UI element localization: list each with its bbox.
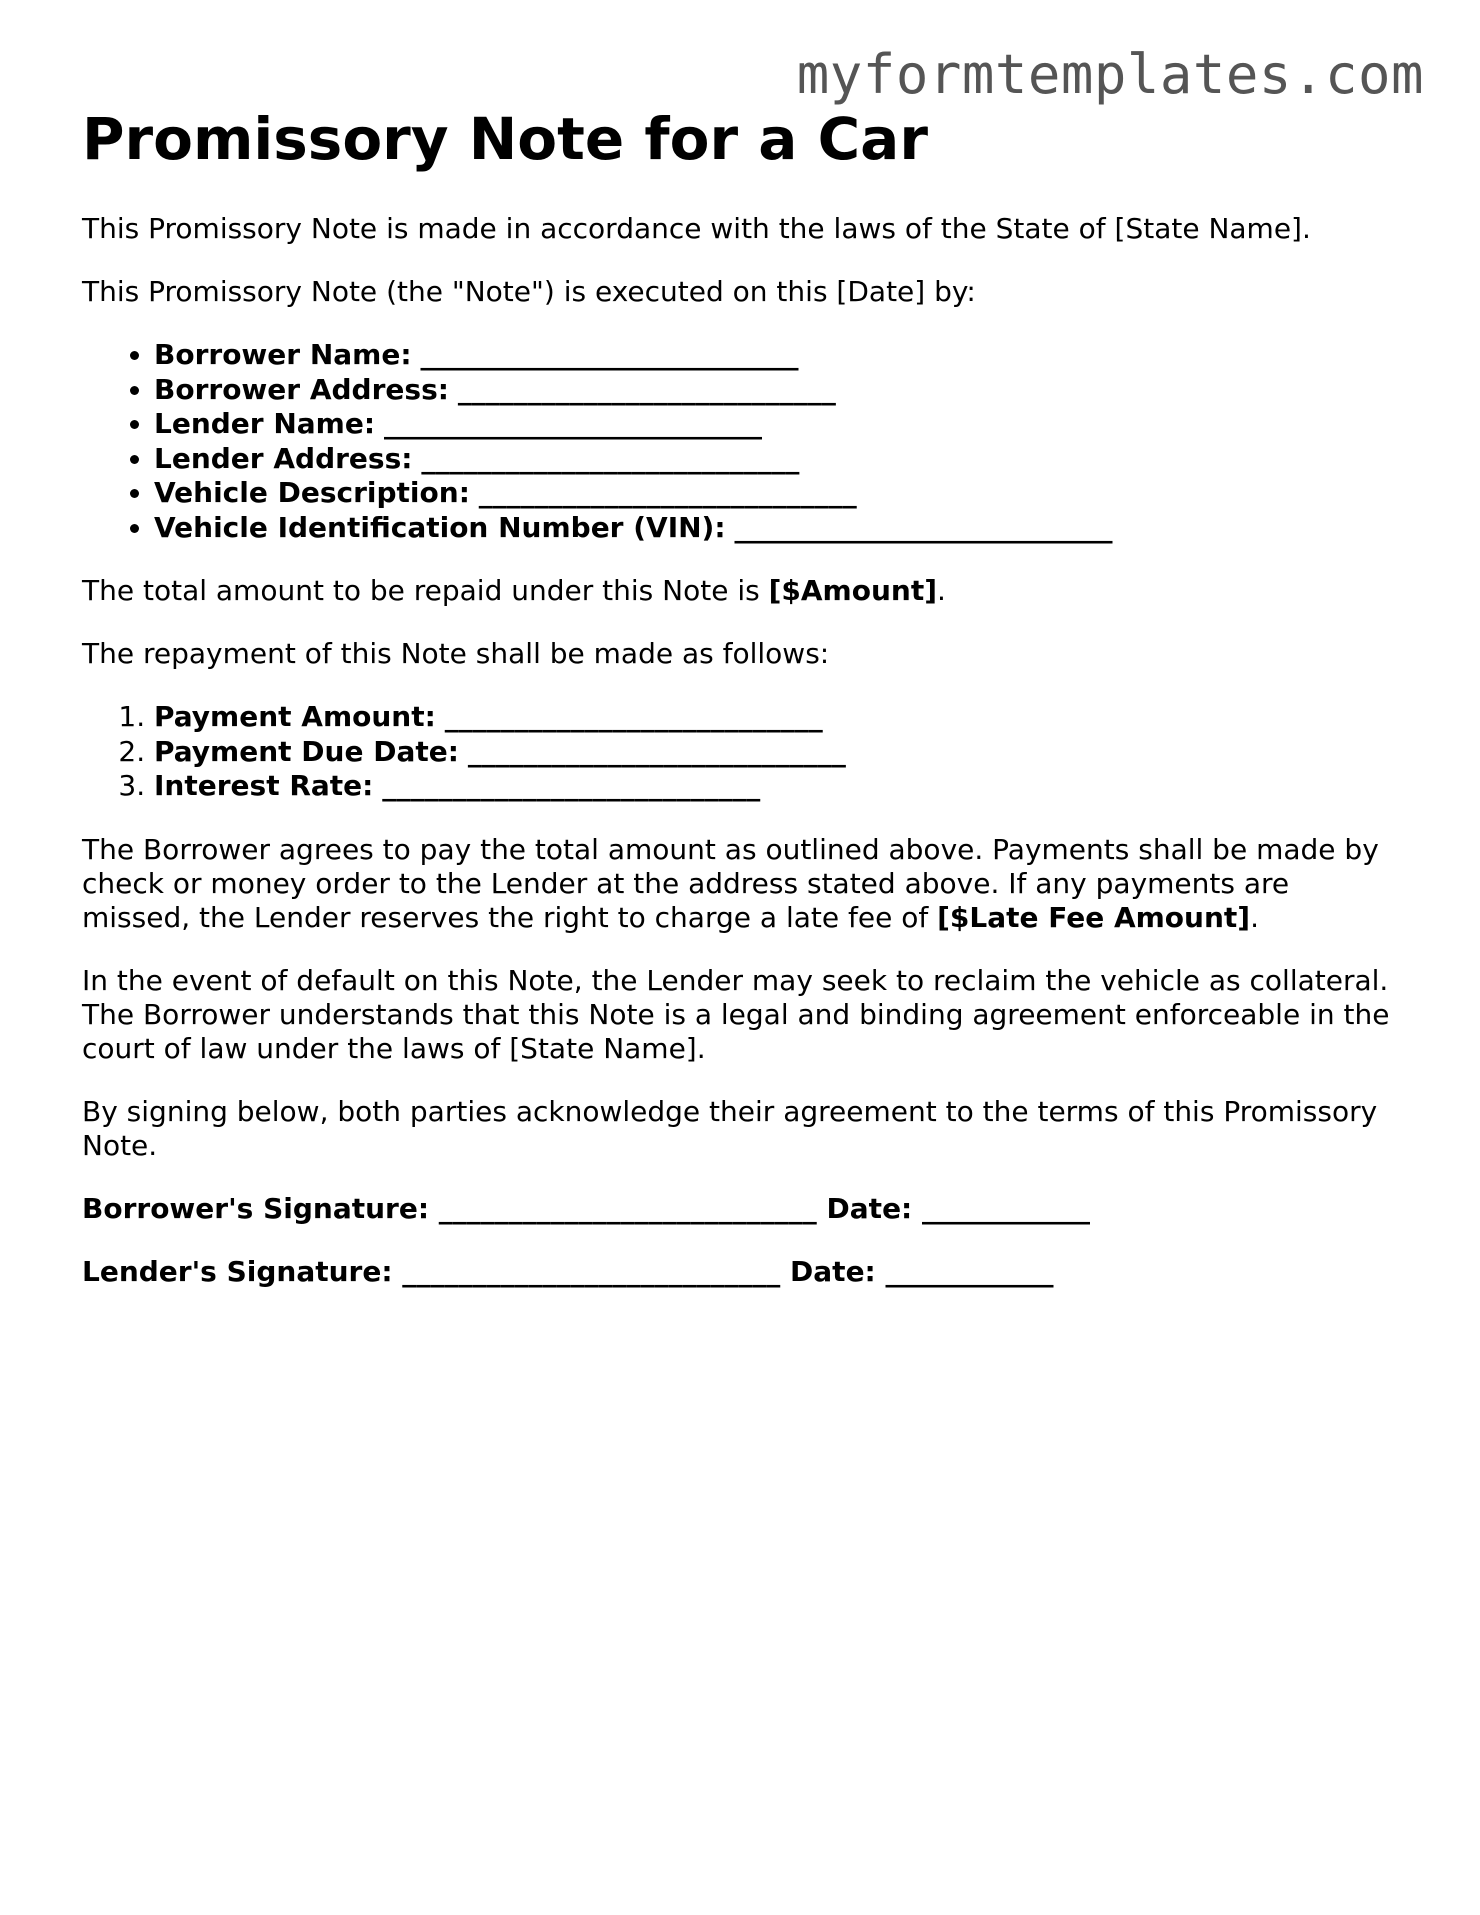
borrower-date-blank[interactable]: ____________ bbox=[922, 1191, 1091, 1225]
list-item bbox=[154, 700, 1402, 735]
acknowledgement-paragraph: By signing below, both parties acknowledge their agreement to the terms of this Promissory Note. bbox=[82, 1094, 1378, 1162]
field-label: Lender Address: bbox=[154, 441, 413, 475]
fill-blank[interactable]: ___________________________ bbox=[383, 407, 762, 440]
field-label: Borrower Address: bbox=[154, 372, 449, 406]
fill-blank[interactable]: ___________________________ bbox=[478, 476, 857, 509]
intro-paragraph: This Promissory Note is made in accordance with the laws of the State of [State Name]. bbox=[82, 212, 1311, 245]
field-label: Payment Due Date: bbox=[154, 734, 459, 768]
lender-signature-line bbox=[82, 1255, 1402, 1289]
page-title: Promissory Note for a Car bbox=[82, 105, 928, 173]
borrower-signature-line bbox=[82, 1192, 1402, 1226]
amount-value: [$Amount] bbox=[768, 574, 938, 607]
watermark: myformtemplates.com bbox=[796, 43, 1424, 106]
field-label: Vehicle Description: bbox=[154, 476, 470, 509]
borrower-signature-blank[interactable]: ___________________________ bbox=[438, 1191, 817, 1225]
fill-blank[interactable]: ___________________________ bbox=[444, 700, 823, 733]
parties-list bbox=[82, 338, 1402, 545]
lender-date-label: Date: bbox=[790, 1254, 876, 1288]
list-item bbox=[154, 476, 1402, 511]
document-page bbox=[82, 104, 1402, 1318]
list-item bbox=[154, 769, 1402, 804]
field-label: Vehicle Identification Number (VIN): bbox=[154, 510, 726, 544]
field-label: Borrower Name: bbox=[154, 338, 412, 371]
list-item bbox=[154, 407, 1402, 442]
list-item bbox=[154, 735, 1402, 770]
execution-paragraph: This Promissory Note (the "Note") is executed on this [Date] by: bbox=[82, 275, 976, 308]
field-label: Interest Rate: bbox=[154, 769, 374, 802]
payments-text: The Borrower agrees to pay the total amount as outlined above. Payments shall be made by check or money order to the Lender at the address stated above. If any payments are missed, the Lender reserves the right to charge a late fee of bbox=[82, 832, 1379, 934]
repayment-intro: The repayment of this Note shall be made as follows: bbox=[82, 637, 830, 670]
fill-blank[interactable]: ___________________________ bbox=[734, 510, 1113, 544]
late-fee-value: [$Late Fee Amount] bbox=[937, 900, 1251, 934]
amount-paragraph bbox=[82, 574, 1402, 608]
fill-blank[interactable]: ___________________________ bbox=[420, 338, 799, 371]
fill-blank[interactable]: ___________________________ bbox=[421, 441, 800, 475]
fill-blank[interactable]: ___________________________ bbox=[382, 769, 761, 802]
borrower-signature-label: Borrower's Signature: bbox=[82, 1191, 430, 1225]
default-paragraph: In the event of default on this Note, the Lender may seek to reclaim the vehicle as collateral. The Borrower understands that this Note is a legal and binding agreement enforceable in the court of law under the laws of [State Name]. bbox=[82, 963, 1390, 1065]
repayment-list bbox=[82, 700, 1402, 804]
lender-date-blank[interactable]: ____________ bbox=[885, 1254, 1054, 1288]
field-label: Lender Name: bbox=[154, 407, 376, 440]
list-item bbox=[154, 338, 1402, 373]
fill-blank[interactable]: ___________________________ bbox=[457, 372, 836, 406]
amount-text: The total amount to be repaid under this Note is bbox=[82, 574, 769, 607]
list-item bbox=[154, 511, 1402, 546]
payments-end: . bbox=[1250, 900, 1259, 934]
lender-signature-blank[interactable]: ___________________________ bbox=[402, 1254, 781, 1288]
lender-signature-label: Lender's Signature: bbox=[82, 1254, 393, 1288]
borrower-date-label: Date: bbox=[826, 1191, 913, 1225]
field-label: Payment Amount: bbox=[154, 700, 436, 733]
fill-blank[interactable]: ___________________________ bbox=[467, 734, 846, 768]
list-item bbox=[154, 373, 1402, 408]
list-item bbox=[154, 442, 1402, 477]
amount-end: . bbox=[937, 574, 946, 607]
payments-paragraph bbox=[82, 833, 1402, 935]
